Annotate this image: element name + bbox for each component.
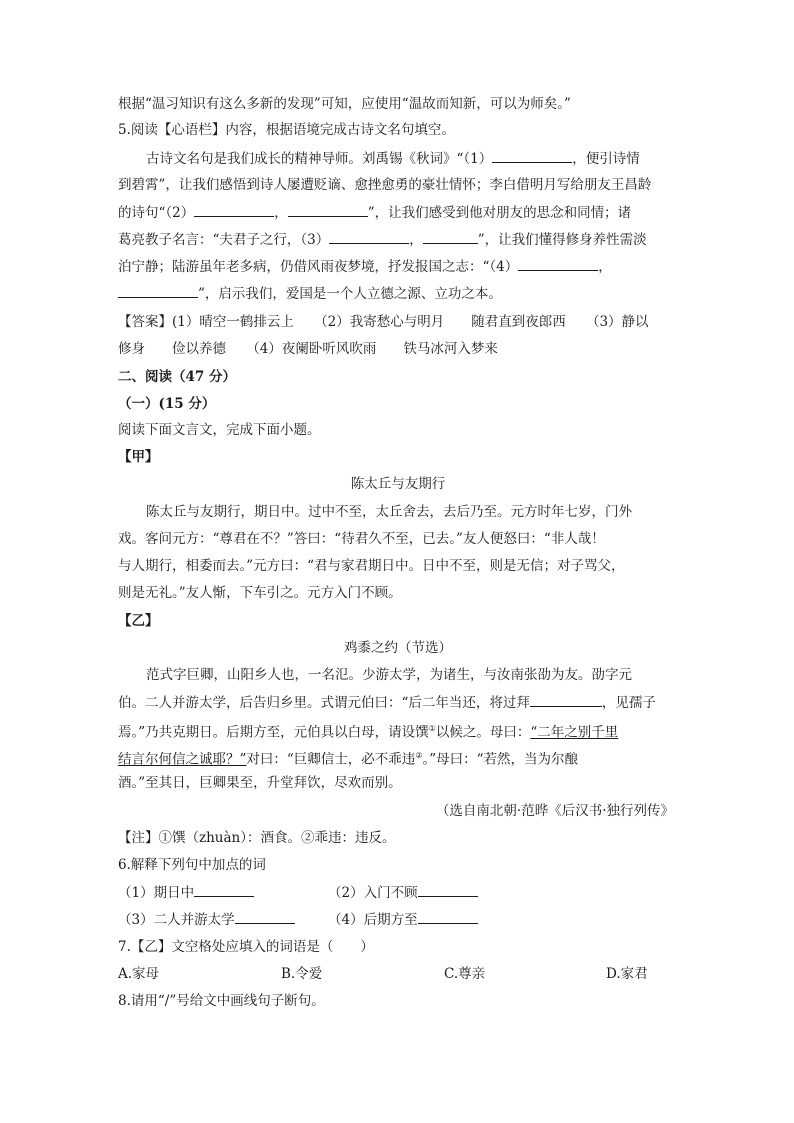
text-segment: 焉。”乃共克期日。后期方至，元伯具以白母，请设馔 — [118, 724, 429, 741]
answer-blank[interactable] — [194, 202, 274, 217]
text-segment: （1）期日中 — [118, 885, 195, 901]
answer-blank[interactable] — [530, 692, 602, 707]
answer-blank[interactable] — [194, 882, 254, 897]
sub-question — [118, 882, 254, 903]
passage-line: 酒。”至其日，巨卿果至，升堂拜饮，尽欢而别。 — [118, 775, 402, 791]
instruction: 阅读下面文言文，完成下面小题。 — [118, 422, 321, 438]
text-segment: ”，让我们感受到他对朋友的思念和同情；诸 — [367, 205, 632, 221]
text-segment: （2）入门不顾 — [328, 885, 418, 901]
text-segment: 伯。二人并游太学，后告归乡里。式谓元伯曰：“后二年当还，将过拜 — [118, 695, 530, 711]
subsection-heading: （一）(15 分） — [118, 396, 216, 412]
answer-blank[interactable] — [423, 229, 478, 244]
text-segment: 古诗文名句是我们成长的精神导师。刘禹锡《秋词》“（1） — [146, 151, 493, 167]
option-d[interactable]: D.家君 — [606, 966, 648, 982]
answer-blank[interactable] — [329, 229, 409, 244]
question-6: 6.解释下列句中加点的词 — [118, 857, 266, 873]
text-line — [118, 283, 678, 304]
passage-source: （选自南北朝·范晔《后汉书·独行列传》 — [435, 803, 674, 819]
text-segment: ， — [598, 259, 612, 275]
text-line — [146, 148, 706, 169]
answer-blank[interactable] — [118, 283, 198, 298]
footnote: 【注】①馔（zhuàn）：酒食。②乖违：违反。 — [118, 830, 396, 846]
sub-question — [328, 909, 478, 930]
passage-line — [118, 692, 678, 713]
passage-line: 陈太丘与友期行，期日中。过中不至，太丘舍去，去后乃至。元方时年七岁，门外 — [146, 504, 632, 520]
question-5: 5.阅读【心语栏】内容，根据语境完成古诗文名句填空。 — [118, 122, 455, 138]
passage-line: 与人期行，相委而去。”元方曰：“君与家君期日中。日中不至，则是无信；对子骂父， — [118, 558, 625, 574]
passage-label: 【甲】 — [118, 449, 159, 465]
option-c[interactable]: C.尊亲 — [444, 966, 486, 982]
text-line — [118, 202, 678, 223]
text-line: 到碧霄”，让我们感悟到诗人屡遭贬谪、愈挫愈勇的豪壮情怀；李白借明月写给朋友王昌龄 — [118, 177, 652, 193]
passage-line: 则是无礼。”友人惭，下车引之。元方入门不顾。 — [118, 585, 402, 601]
underlined-sentence: “二年之别千里 — [530, 724, 619, 741]
text-segment: 的诗句“（2） — [118, 205, 195, 221]
footnote-marker: ② — [415, 751, 423, 760]
text-segment: 泊宁静；陆游虽年老多病，仍借风雨夜梦境，抒发报国之志：“（4） — [118, 259, 519, 275]
answer-blank[interactable] — [418, 882, 478, 897]
passage-line — [118, 719, 678, 743]
text-line — [118, 256, 678, 277]
answer-line: 【答案】(1）晴空一鹤排云上 （2）我寄愁心与明月 随君直到夜郎西 （3）静以 — [118, 314, 649, 330]
text-segment: ”，让我们懂得修身养性需淡 — [477, 232, 647, 248]
underlined-sentence: 结言尔何信之诚耶？” — [118, 751, 247, 768]
sub-question — [328, 882, 478, 903]
text-line — [118, 229, 678, 250]
answer-line: 修身 俭以养德 （4）夜阑卧听风吹雨 铁马冰河入梦来 — [118, 341, 498, 357]
section-heading: 二、阅读（47 分） — [118, 369, 236, 385]
text-segment: ， — [274, 205, 288, 221]
passage-line — [118, 746, 678, 770]
text-segment: ， — [409, 232, 423, 248]
answer-blank[interactable] — [418, 909, 478, 924]
passage-line: 范式字巨卿，山阳乡人也，一名氾。少游太学，为诸生，与汝南张劭为友。劭字元 — [146, 667, 632, 683]
question-7: 7.【乙】文空格处应填入的词语是（ ） — [118, 939, 374, 955]
answer-blank[interactable] — [518, 256, 598, 271]
text-segment: ，见孺子 — [601, 695, 656, 711]
answer-blank[interactable] — [235, 909, 295, 924]
option-a[interactable]: A.家母 — [118, 966, 160, 982]
text-segment: （3）二人并游太学 — [118, 912, 235, 928]
text-line: 根据“温习知识有这么多新的发现”可知，应使用“温故而知新，可以为师矣。” — [118, 96, 571, 112]
text-segment: 以候之。母曰： — [435, 724, 531, 741]
footnote-marker: ① — [428, 724, 436, 733]
option-b[interactable]: B.令爱 — [281, 966, 323, 982]
answer-blank[interactable] — [288, 202, 368, 217]
question-8: 8.请用“/”号给文中画线句子断句。 — [118, 993, 325, 1009]
text-segment: 葛亮教子名言：“夫君子之行，（3） — [118, 232, 330, 248]
passage-title: 鸡黍之约（节选） — [344, 640, 452, 656]
passage-title: 陈太丘与友期行 — [350, 476, 446, 492]
passage-label: 【乙】 — [118, 613, 159, 629]
sub-question — [118, 909, 295, 930]
passage-line: 戏。客问元方：“尊君在不？”答曰：“待君久不至，已去。”友人便怒曰：“非人哉！ — [118, 531, 605, 547]
text-segment: ，便引诗情 — [572, 151, 640, 167]
text-segment: （4）后期方至 — [328, 912, 418, 928]
text-segment: 。”母曰：“若然，当为尔酿 — [422, 751, 579, 768]
answer-blank[interactable] — [492, 148, 572, 163]
text-segment: 对曰：“巨卿信士，必不乖违 — [246, 751, 416, 768]
text-segment: ”，启示我们，爱国是一个人立德之源、立功之本。 — [198, 286, 502, 302]
